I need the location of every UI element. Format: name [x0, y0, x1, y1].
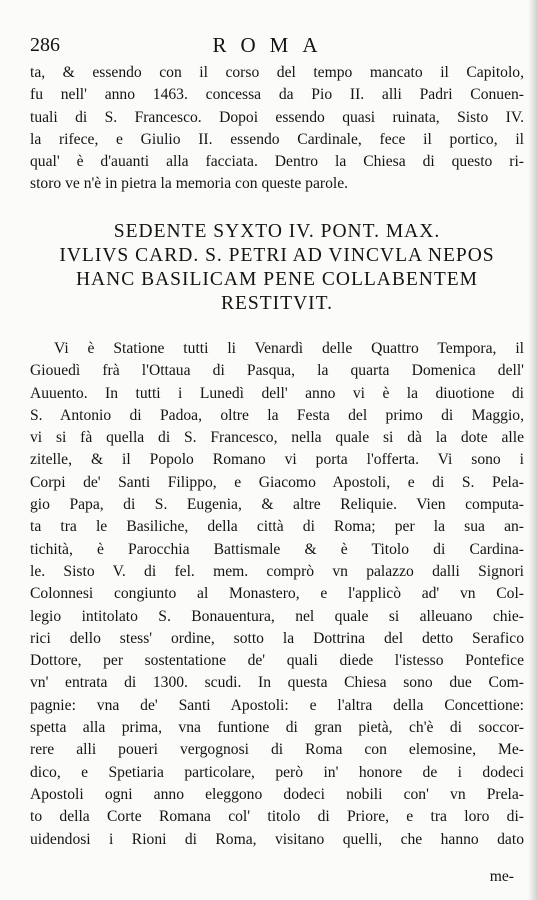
- text-line: vn' entrata di 1300. scudi. In questa Chiesa sono due Com-: [30, 674, 524, 692]
- page-number: 286: [30, 34, 60, 56]
- main-paragraph: [30, 338, 524, 851]
- inscription-line: HANC BASILICAM PENE COLLABENTEM: [75, 269, 479, 290]
- text-line: Dottore, per sostentatione de' quali diede l'istesso Pontefice: [30, 652, 524, 670]
- text-line: legio intitolato S. Bonauentura, nel quale si alleuano chie-: [30, 607, 524, 625]
- text-line: ta tra le Basiliche, della città di Roma; per la sua an-: [30, 518, 524, 536]
- inscription-block: [30, 220, 524, 316]
- text-line: vi si fà quella di S. Francesco, nella quale si dà la dote alle: [30, 429, 524, 447]
- text-line: Corpi de' Santi Filippo, e Giacomo Apostoli, e di S. Pela-: [30, 473, 524, 491]
- text-line: Vi è Statione tutti li Venardì delle Quattro Tempora, il: [54, 340, 524, 357]
- running-head: ROMA: [212, 33, 332, 57]
- text-line: gio Papa, di S. Eugenia, & altre Reliquie. Vien computa-: [30, 496, 524, 514]
- text-line: tuali di S. Francesco. Dopoi essendo quasi ruinata, Sisto IV.: [30, 108, 524, 126]
- text-line: ta, & essendo con il corso del tempo mancato il Capitolo,: [30, 64, 524, 81]
- text-line: to della Corte Romana col' titolo di Priore, e tra loro di-: [30, 808, 524, 826]
- text-line: S. Antonio di Padoa, oltre la Festa del primo di Maggio,: [30, 406, 524, 424]
- text-line: Auuento. In tutti i Lunedì dell' anno vi è la diuotione di: [30, 384, 524, 402]
- inscription-line: IVLIVS CARD. S. PETRI AD VINCVLA NEPOS: [59, 245, 495, 266]
- text-line: spetta alla prima, vna funtione di gran pietà, ch'è di soccor-: [30, 719, 524, 737]
- text-line: Apostoli ogni anno eleggono dodeci nobili con' vn Prela-: [30, 785, 524, 803]
- text-line: uidendosi i Rioni di Roma, visitano quelli, che hanno dato: [30, 830, 524, 848]
- inscription-line: SEDENTE SYXTO IV. PONT. MAX.: [113, 221, 441, 242]
- text-line: le. Sisto V. di fel. mem. comprò vn palazzo dalli Signori: [30, 562, 524, 580]
- text-line: fu nell' anno 1463. concessa da Pio II. alli Padri Conuen-: [30, 86, 524, 104]
- text-line: pagnie: vna de' Santi Apostoli: e l'altra della Concettione:: [30, 696, 524, 714]
- text-line: rici dello stess' ordine, sotto la Dottrina del detto Serafico: [30, 629, 524, 647]
- text-line: Colonnesi congiunto al Monastero, e l'applicò ad' vn Col-: [30, 585, 524, 603]
- inscription-line: RESTITVIT.: [221, 293, 333, 314]
- catchword: me-: [489, 868, 514, 885]
- text-line: storo ve n'è in pietra la memoria con queste parole.: [30, 175, 349, 193]
- text-line: la rifece, e Giulio II. essendo Cardinale, fece il portico, il: [30, 130, 524, 148]
- text-line: qual' è d'auanti alla facciata. Dentro la Chiesa di questo ri-: [30, 153, 524, 171]
- intro-paragraph: [30, 62, 524, 196]
- page-header: [30, 28, 514, 62]
- text-line: zitelle, & il Popolo Romano vi porta l'offerta. Vi sono i: [30, 451, 524, 469]
- text-line: tichità, è Parocchia Battismale & è Titolo di Cardina-: [30, 540, 524, 558]
- text-line: Giouedì frà l'Ottaua di Pasqua, la quarta Domenica dell': [30, 362, 524, 380]
- text-line: rere alli poueri vergognosi di Roma con elemosine, Me-: [30, 741, 524, 759]
- text-line: dico, e Spetiaria particolare, però in' honore de i dodeci: [30, 763, 524, 781]
